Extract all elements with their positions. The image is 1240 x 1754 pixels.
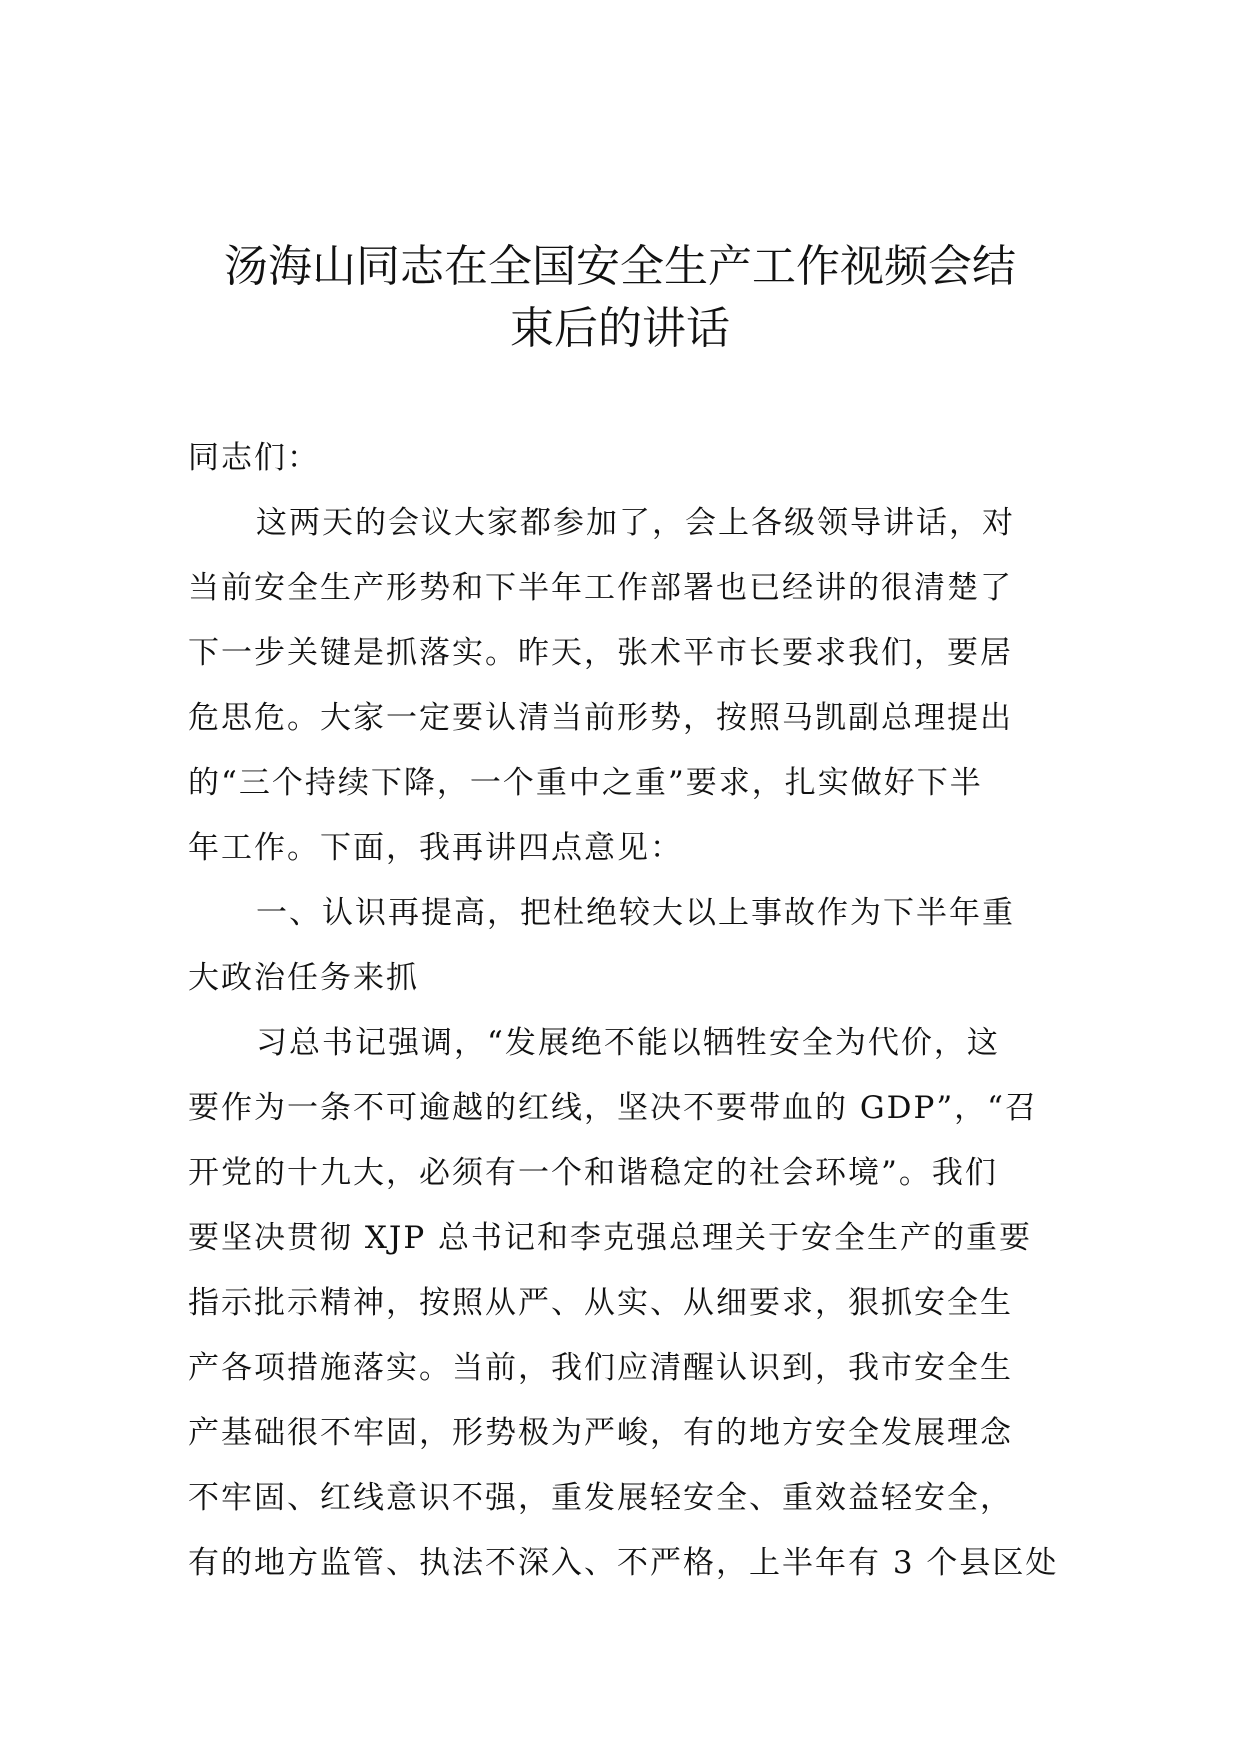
paragraph-line: 指示批示精神，按照从严、从实、从细要求，狠抓安全生 bbox=[188, 1285, 1013, 1321]
title-line-1: 汤海山同志在全国安全生产工作视频会结 bbox=[224, 241, 1016, 292]
title-line-2: 束后的讲话 bbox=[510, 303, 730, 354]
section-heading-line: 一、认识再提高，把杜绝较大以上事故作为下半年重 bbox=[256, 895, 1015, 931]
paragraph-line: 要坚决贯彻 XJP 总书记和李克强总理关于安全生产的重要 bbox=[188, 1220, 1033, 1256]
paragraph-line: 产基础很不牢固，形势极为严峻，有的地方安全发展理念 bbox=[188, 1415, 1013, 1451]
paragraph-line: 开党的十九大，必须有一个和谐稳定的社会环境”。我们 bbox=[188, 1155, 998, 1191]
document-title bbox=[180, 236, 1060, 360]
paragraph-line: 有的地方监管、执法不深入、不严格，上半年有 3 个县区处 bbox=[188, 1545, 1058, 1581]
paragraph-line: 下一步关键是抓落实。昨天，张术平市长要求我们，要居 bbox=[188, 635, 1013, 671]
paragraph-line: 年工作。下面，我再讲四点意见： bbox=[188, 830, 683, 866]
paragraph-line: 习总书记强调，“发展绝不能以牺牲安全为代价，这 bbox=[256, 1025, 1000, 1061]
section-heading-line: 大政治任务来抓 bbox=[188, 960, 419, 996]
paragraph-line: 不牢固、红线意识不强，重发展轻安全、重效益轻安全， bbox=[188, 1480, 1013, 1516]
paragraph-line: 危思危。大家一定要认清当前形势，按照马凯副总理提出 bbox=[188, 700, 1013, 736]
paragraph-line: 要作为一条不可逾越的红线，坚决不要带血的 GDP”，“召 bbox=[188, 1090, 1039, 1126]
paragraph-line: 这两天的会议大家都参加了，会上各级领导讲话，对 bbox=[256, 505, 1015, 541]
paragraph-line: 产各项措施落实。当前，我们应清醒认识到，我市安全生 bbox=[188, 1350, 1013, 1386]
document-body bbox=[188, 426, 1058, 1596]
paragraph-line: 的“三个持续下降，一个重中之重”要求，扎实做好下半 bbox=[188, 765, 983, 801]
salutation: 同志们： bbox=[188, 440, 320, 476]
paragraph-line: 当前安全生产形势和下半年工作部署也已经讲的很清楚了 bbox=[188, 570, 1013, 606]
